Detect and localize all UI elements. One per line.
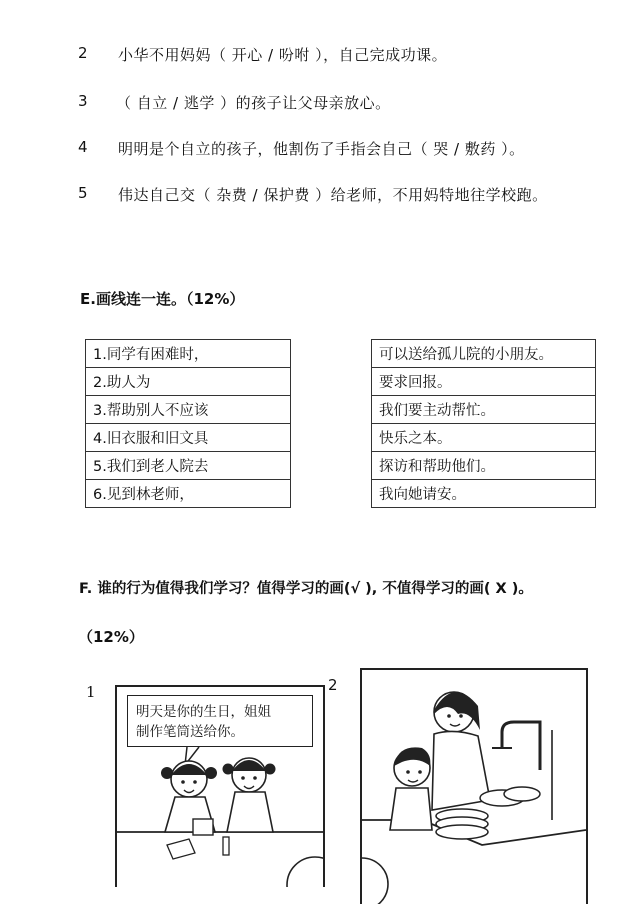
right-item[interactable]: 可以送给孤儿院的小朋友。: [372, 340, 596, 368]
question-text: （ 自立 / 逃学 ）的孩子让父母亲放心。: [116, 94, 391, 112]
section-f-percent: （12%）: [78, 628, 144, 646]
left-item[interactable]: 1.同学有困难时，: [86, 340, 291, 368]
comic-panel-1: [115, 685, 325, 887]
right-item[interactable]: 我向她请安。: [372, 480, 596, 508]
right-item[interactable]: 探访和帮助他们。: [372, 452, 596, 480]
left-item[interactable]: 4.旧衣服和旧文具: [86, 424, 291, 452]
question-text: 小华不用妈妈（ 开心 / 吩咐 ），自己完成功课。: [118, 46, 448, 64]
question-number: 3: [78, 92, 88, 110]
right-item[interactable]: 我们要主动帮忙。: [372, 396, 596, 424]
speech-line-1: 明天是你的生日，姐姐: [136, 704, 271, 720]
left-match-column: [85, 339, 291, 508]
section-e-title: E.画线连一连。（12%）: [80, 290, 245, 308]
comic-panel-2: [360, 668, 588, 904]
question-number: 4: [78, 138, 88, 156]
panel-1-illustration: [117, 687, 323, 887]
right-match-column: [371, 339, 596, 508]
panel-2-number: 2: [328, 676, 338, 694]
section-f-title: F. 谁的行为值得我们学习？值得学习的画(√ ), 不值得学习的画( X )。: [79, 581, 533, 597]
left-item[interactable]: 5.我们到老人院去: [86, 452, 291, 480]
panel-2-illustration: [362, 670, 586, 904]
question-number: 5: [78, 184, 88, 202]
left-item[interactable]: 3.帮助别人不应该: [86, 396, 291, 424]
speech-line-2: 制作笔筒送给你。: [136, 724, 244, 740]
question-text: 伟达自己交（ 杂费 / 保护费 ）给老师，不用妈特地往学校跑。: [118, 186, 548, 204]
question-number: 2: [78, 44, 88, 62]
left-item[interactable]: 2.助人为: [86, 368, 291, 396]
question-text: 明明是个自立的孩子，他割伤了手指会自己（ 哭 / 敷药 ）。: [118, 140, 525, 158]
right-item[interactable]: 要求回报。: [372, 368, 596, 396]
left-item[interactable]: 6.见到林老师，: [86, 480, 291, 508]
panel-1-number: 1: [86, 683, 96, 701]
right-item[interactable]: 快乐之本。: [372, 424, 596, 452]
